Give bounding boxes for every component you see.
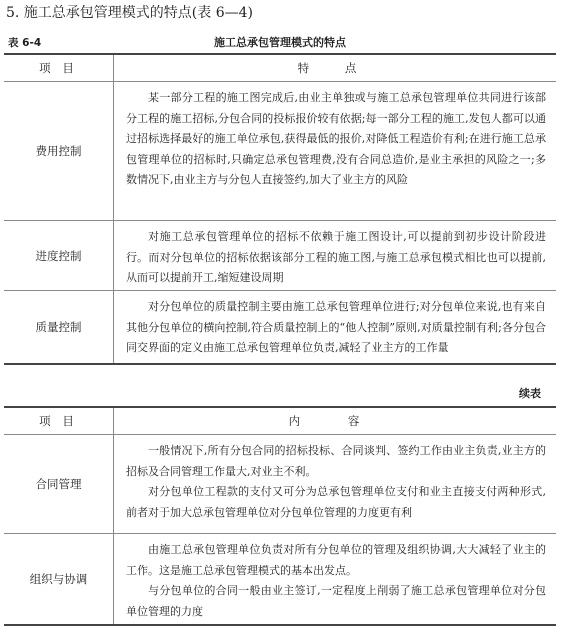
table-row-cost-control [4,82,556,221]
feature-paragraph: 某一部分工程的施工图完成后,由业主单独或与施工总承包管理单位共同进行该部分工程的施工招标,分包合同的投标报价较有依据;每一部分工程的施工,发包人都可以通过招标选择最好的施工单位承包,获得最低的报价,对降低工程造价有利;在进行施工总承包管理单位的招标时,只确定总承包管理费,没有合同总造价,是业主承担的风险之一;多数情况下,由业主方与分包人直接签约,加大了业主方的风险 [126,91,546,186]
row-feature-text [114,291,556,363]
content-paragraph: 一般情况下,所有分包合同的招标投标、合同谈判、签约工作由业主负责,业主方的招标及合同管理工作量大,对业主不利。 [126,444,546,478]
table-header-row [4,55,556,82]
row-item-label: 合同管理 [4,435,114,533]
row-feature-text [114,221,556,290]
feature-paragraph: 对分包单位的质量控制主要由施工总承包管理单位进行;对分包单位来说,也有来自其他分包单位的横向控制,符合质量控制上的“他人控制”原则,对质量控制有利;各分包合同交界面的定义由施工总承包管理单位负责,减轻了业主方的工作量 [126,300,546,354]
header-feature: 特 点 [297,60,373,75]
table-header-row [4,408,556,435]
content-paragraph: 由施工总承包管理单位负责对所有分包单位的管理及组织协调,大大减轻了业主的工作。这是施工总承包管理模式的基本出发点。 [126,543,546,577]
table-row-quality-control [4,291,556,363]
table-row-organization-coordination [4,534,556,624]
header-item: 项 目 [4,408,114,434]
table-label: 表 6-4 [8,37,42,49]
header-content: 内 容 [288,413,382,428]
content-paragraph: 与分包单位的合同一般由业主签订,一定程度上削弱了施工总承包管理单位对分包单位管理的力度 [126,584,546,618]
content-paragraph: 对分包单位工程款的支付又可分为总承包管理单位支付和业主直接支付两种形式,前者对于加大总承包管理单位对分包单位管理的力度更有利 [126,485,546,519]
row-item-label: 费用控制 [4,82,114,220]
row-content-text [114,435,556,533]
row-item-label: 进度控制 [4,221,114,290]
table-row-contract-management [4,435,556,534]
feature-paragraph: 对施工总承包管理单位的招标不依赖于施工图设计,可以提前到初步设计阶段进行。而对分包单位的招标依据该部分工程的施工图,与施工总承包模式相比也可以提前,从而可以提前开工,缩短建设周期 [126,230,546,284]
header-item: 项 目 [4,55,114,81]
features-table [4,53,556,365]
row-item-label: 组织与协调 [4,534,114,624]
table-row-schedule-control [4,221,556,291]
section-heading: 5. 施工总承包管理模式的特点(表 6—4) [6,5,253,21]
continued-label: 续表 [519,387,541,400]
row-item-label: 质量控制 [4,291,114,363]
table-title: 施工总承包管理模式的特点 [214,36,346,49]
row-content-text [114,534,556,624]
row-feature-text [114,82,556,220]
features-table-continued [4,406,556,626]
